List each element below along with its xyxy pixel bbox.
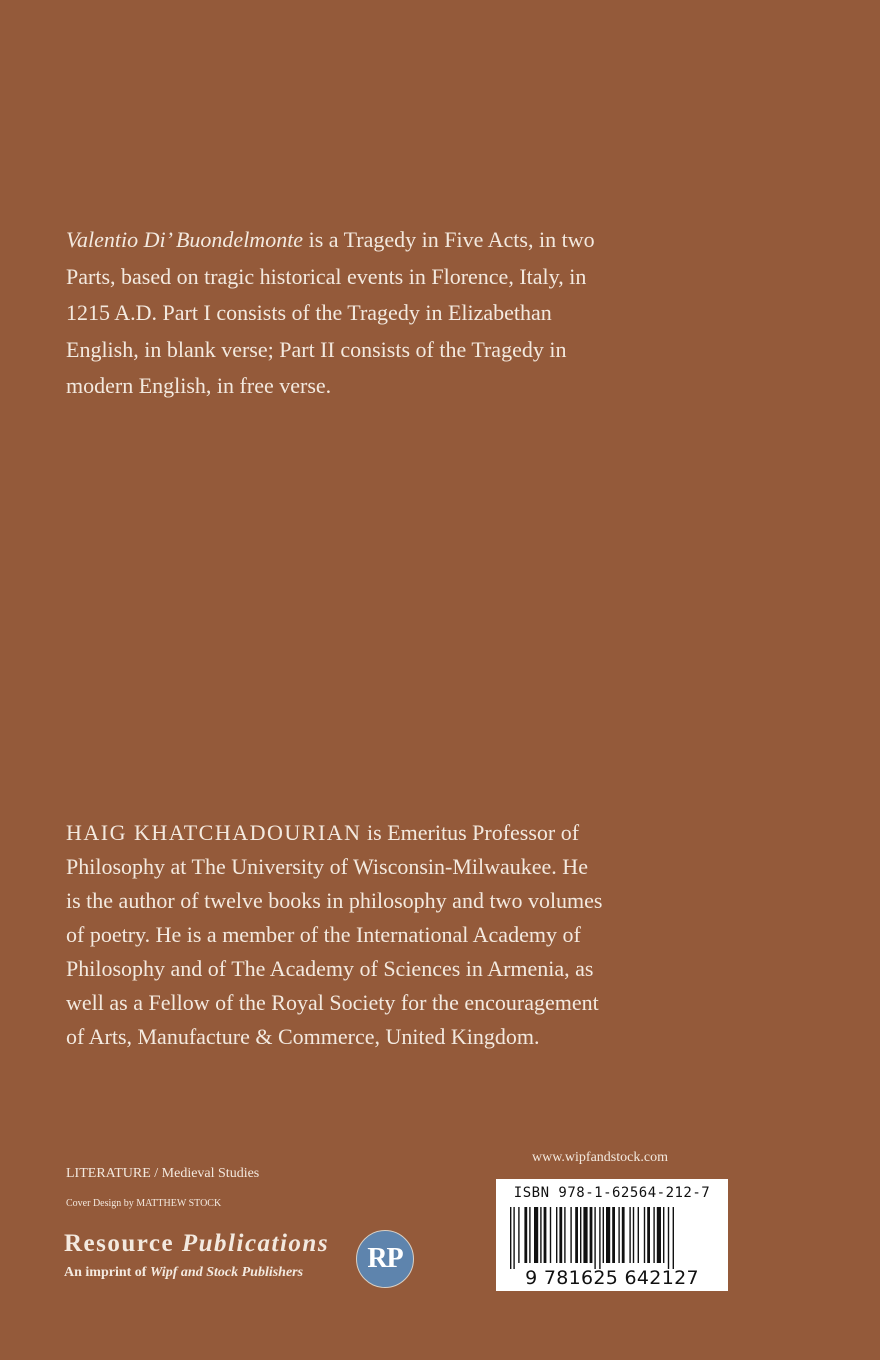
- cover-design-credit: Cover Design by MATTHEW STOCK: [66, 1198, 222, 1209]
- book-title: Valentio Di’ Buondelmonte: [66, 227, 304, 252]
- back-cover-blurb: [66, 222, 606, 405]
- publisher-name-regular: Resource: [64, 1230, 182, 1257]
- isbn-barcode: [496, 1179, 728, 1291]
- author-bio-text: is Emeritus Professor of Philosophy at The University of Wisconsin-Milwaukee. He is the author of twelve books in philosophy and two volumes of poetry. He is a member of the International Academy of Philosophy and of The Academy of Sciences in Armenia, as well as a Fellow of the Royal Society for the encouragement of Arts, Manufacture & Commerce, United Kingdom.: [66, 820, 603, 1049]
- rp-badge-icon: RP: [356, 1230, 414, 1288]
- author-bio: [66, 816, 606, 1054]
- publisher-name: [64, 1230, 329, 1258]
- publisher-website: www.wipfandstock.com: [532, 1150, 668, 1165]
- imprint-name: Wipf and Stock Publishers: [149, 1265, 304, 1280]
- barcode-digits: 9 781625 642127: [525, 1267, 699, 1289]
- barcode-icon: [502, 1207, 722, 1269]
- publisher-name-italic: Publications: [181, 1230, 330, 1257]
- imprint-prefix: An imprint of: [64, 1265, 150, 1280]
- author-name: HAIG KHATCHADOURIAN: [66, 820, 362, 845]
- publisher-logo: [64, 1230, 414, 1290]
- blurb-text: is a Tragedy in Five Acts, in two Parts, based on tragic historical events in Florence, Italy, in 1215 A.D. Part I consists of the Tragedy in Elizabethan English, in blank verse; Part II consists of the Tragedy in modern English, in free verse.: [66, 227, 595, 398]
- isbn-label: ISBN 978-1-62564-212-7: [513, 1185, 711, 1201]
- category-label: LITERATURE / Medieval Studies: [66, 1166, 260, 1181]
- publisher-imprint: [64, 1265, 303, 1281]
